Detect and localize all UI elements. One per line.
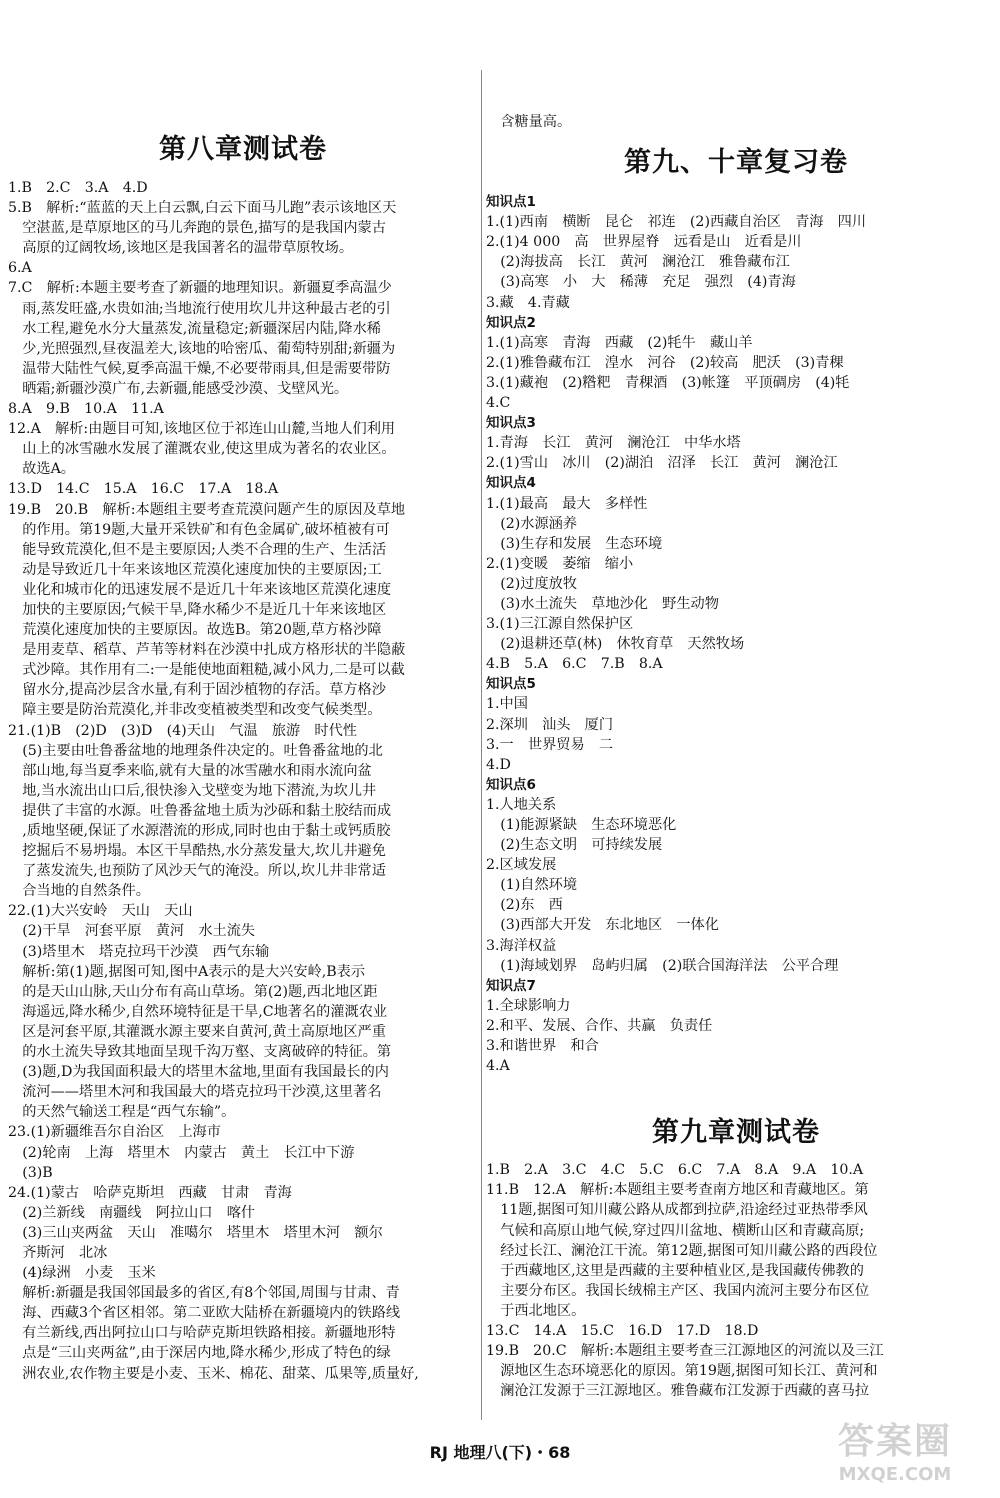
answer-line: 部山地,每当夏季来临,就有大量的冰雪融水和雨水流向盆	[8, 762, 372, 779]
continued-line: 含糖量高。	[486, 114, 572, 130]
knowledge-point-heading: 知识点6	[486, 776, 536, 793]
answer-line: (2)海拔高 长江 黄河 澜沧江 雅鲁藏布江	[486, 254, 790, 271]
answer-line: (3)生存和发展 生态环境	[486, 535, 663, 552]
answer-line: (2)退耕还草(林) 休牧育草 天然牧场	[486, 636, 745, 653]
answer-line: 于西北地区。	[486, 1302, 586, 1319]
answer-line: (1)能源紧缺 生态环境恶化	[486, 817, 677, 833]
answer-line: 是用麦草、稻草、芦苇等材料在沙漠中扎成方格形状的半隐蔽	[8, 642, 406, 659]
answer-line: 障主要是防治荒漠化,并非改变植被类型和改变气候类型。	[8, 702, 382, 719]
answer-line: (2)过度放牧	[486, 575, 578, 592]
chapter9-test-answers	[486, 1160, 986, 1401]
answer-line: (1)海域划界 岛屿归属 (2)联合国海洋法 公平合理	[486, 957, 839, 974]
answer-line: 1.B 2.A 3.C 4.C 5.C 6.C 7.A 8.A 9.A 10.A	[486, 1162, 864, 1179]
column-divider	[481, 70, 482, 1420]
answer-line: 合当地的自然条件。	[8, 883, 150, 900]
answer-line: 海、西藏3个省区相邻。第二亚欧大陆桥在新疆境内的铁路线	[8, 1305, 401, 1322]
answer-line: 晒霜;新疆沙漠广布,去新疆,能感受沙漠、戈壁风光。	[8, 380, 349, 397]
answer-line: 11题,据图可知川藏公路从成都到拉萨,沿途经过亚热带季风	[486, 1202, 868, 1219]
answer-line: 13.D 14.C 15.A 16.C 17.A 18.A	[8, 481, 279, 498]
answer-line: 2.(1)变暖 萎缩 缩小	[486, 555, 634, 572]
answer-line: (4)绿洲 小麦 玉米	[8, 1265, 156, 1282]
answer-line: 的天然气输送工程是“西气东输”。	[8, 1104, 236, 1121]
answer-line: 澜沧江发源于三江源地区。雅鲁藏布江发源于西藏的喜马拉	[486, 1383, 870, 1400]
chapter9-test-title: 第九章测试卷	[652, 1117, 820, 1149]
answer-line: 了蒸发流失,也预防了风沙天气的淹没。所以,坎儿井非常适	[8, 863, 386, 880]
answer-line: 加快的主要原因;气候干旱,降水稀少不是近几十年来该地区	[8, 601, 387, 618]
answer-line: 业化和城市化的迅速发展不是近几十年来该地区荒漠化速度	[8, 581, 392, 598]
answer-line: 的水土流失导致其地面呈现千沟万壑、支离破碎的特征。第	[8, 1044, 392, 1061]
answer-line: 高原的辽阔牧场,该地区是我国著名的温带草原牧场。	[8, 240, 354, 257]
answer-line: 雨,蒸发旺盛,水贵如油;当地流行使用坎儿井这种最古老的引	[8, 300, 391, 317]
answer-line: 7.C 解析:本题主要考查了新疆的地理知识。新疆夏季高温少	[8, 280, 392, 297]
knowledge-point-heading: 知识点1	[486, 194, 536, 211]
answer-line: 齐斯河 北冰	[8, 1244, 108, 1261]
answer-line: 温带大陆性气候,夏季高温干燥,不必要带雨具,但是需要带防	[8, 360, 391, 377]
answer-line: 3.一 世界贸易 二	[486, 736, 614, 753]
knowledge-point-heading: 知识点7	[486, 977, 536, 994]
answer-line: 挖掘后不易坍塌。本区干旱酷热,水分蒸发量大,坎儿井避免	[8, 843, 386, 860]
answer-line: 5.B 解析:“蓝蓝的天上白云飘,白云下面马儿跑”表示该地区天	[8, 200, 397, 217]
answer-line: (3)水土流失 草地沙化 野生动物	[486, 595, 719, 612]
answer-line: 11.B 12.A 解析:本题组主要考查南方地区和青藏地区。第	[486, 1182, 869, 1199]
answer-line: ,质地坚硬,保证了水源潜流的形成,同时也由于黏土或钙质胶	[8, 823, 391, 839]
answer-line: 24.(1)蒙古 哈萨克斯坦 西藏 甘肃 青海	[8, 1184, 292, 1201]
answer-line: 主要分布区。我国长绒棉主产区、我国内流河主要分布区位	[486, 1282, 870, 1299]
answer-line: 荒漠化速度加快的主要原因。故选B。第20题,草方格沙障	[8, 622, 382, 639]
answer-line: (3)B	[8, 1164, 53, 1181]
answer-line: 源地区生态环境恶化的原因。第19题,据图可知长江、黄河和	[486, 1363, 878, 1380]
answer-line: 海遥远,降水稀少,自然环境特征是干旱,C地著名的灌溉农业	[8, 1003, 388, 1020]
answer-line: 23.(1)新疆维吾尔自治区 上海市	[8, 1124, 221, 1141]
answer-line: 区是河套平原,其灌溉水源主要来自黄河,黄土高原地区严重	[8, 1023, 386, 1040]
answer-line: 水工程,避免水分大量蒸发,流量稳定;新疆深居内陆,降水稀	[8, 320, 381, 337]
answer-line: 山上的冰雪融水发展了灌溉农业,使这里成为著名的农业区。	[8, 441, 396, 458]
answer-line: 的是天山山脉,天山分布有高山草场。第(2)题,西北地区距	[8, 983, 378, 1000]
answer-line: 4.A	[486, 1058, 510, 1075]
answer-line: 3.(1)三江源自然保护区	[486, 616, 634, 633]
answer-line: 流河——塔里木河和我国最大的塔克拉玛干沙漠,这里著名	[8, 1084, 382, 1101]
knowledge-point-heading: 知识点2	[486, 314, 536, 331]
answer-line: 的作用。第19题,大量开采铁矿和有色金属矿,破坏植被有可	[8, 521, 390, 538]
answer-line: 3.藏 4.青藏	[486, 294, 570, 311]
answer-line: (2)轮南 上海 塔里木 内蒙古 黄土 长江中下游	[8, 1144, 355, 1161]
answer-line: 洲农业,农作物主要是小麦、玉米、棉花、甜菜、瓜果等,质量好,	[8, 1365, 419, 1382]
answer-line: (3)高寒 小 大 稀薄 充足 强烈 (4)青海	[486, 274, 796, 291]
knowledge-point-heading: 知识点5	[486, 676, 536, 693]
answer-line: 6.A	[8, 260, 32, 277]
answer-line: 1.(1)最高 最大 多样性	[486, 495, 648, 512]
answer-line: 4.C	[486, 395, 511, 412]
answer-line: 解析:新疆是我国邻国最多的省区,有8个邻国,周围与甘肃、青	[8, 1285, 400, 1302]
answer-line: 3.(1)藏袍 (2)糌粑 青稞酒 (3)帐篷 平顶碉房 (4)牦	[486, 374, 850, 391]
answer-line: 动是导致近几十年来该地区荒漠化速度加快的主要原因;工	[8, 561, 382, 578]
answer-line: 2.和平、发展、合作、共赢 负责任	[486, 1017, 713, 1034]
watermark-logo	[800, 1420, 990, 1490]
answer-line: 22.(1)大兴安岭 天山 天山	[8, 903, 193, 920]
answer-line: 少,光照强烈,昼夜温差大,该地的哈密瓜、葡萄特别甜;新疆为	[8, 340, 396, 357]
answer-line: 空湛蓝,是草原地区的马儿奔跑的景色,描写的是我国内蒙古	[8, 220, 386, 237]
answer-line: 点是“三山夹两盆”,由于深居内地,降水稀少,形成了特色的绿	[8, 1345, 391, 1362]
answer-line: 13.C 14.A 15.C 16.D 17.D 18.D	[486, 1322, 759, 1339]
answer-line: 21.(1)B (2)D (3)D (4)天山 气温 旅游 时代性	[8, 722, 357, 739]
chapter8-answers	[8, 178, 478, 1384]
answer-line: 2.(1)雪山 冰川 (2)湖泊 沼泽 长江 黄河 澜沧江	[486, 455, 838, 472]
watermark-sub: MXQE.COM	[838, 1464, 952, 1485]
knowledge-point-heading: 知识点3	[486, 415, 536, 432]
answer-line: (3)西部大开发 东北地区 一体化	[486, 917, 719, 934]
left-column	[8, 0, 478, 1384]
answer-line: 1.(1)高寒 青海 西藏 (2)牦牛 藏山羊	[486, 334, 753, 351]
answer-line: (3)三山夹两盆 天山 准噶尔 塔里木 塔里木河 额尔	[8, 1224, 383, 1241]
answer-line: 经过长江、澜沧江干流。第12题,据图可知川藏公路的西段位	[486, 1242, 878, 1259]
answer-line: 能导致荒漠化,但不是主要原因;人类不合理的生产、生活活	[8, 541, 387, 558]
answer-line: 1.全球影响力	[486, 997, 571, 1014]
page-footer: RJ 地理八(下)・68	[429, 1443, 571, 1462]
answer-line: (2)干旱 河套平原 黄河 水土流失	[8, 923, 256, 940]
answer-line: 留水分,提高沙层含水量,有利于固沙植物的存活。草方格沙	[8, 682, 386, 699]
answer-line: (3)塔里木 塔克拉玛干沙漠 西气东输	[8, 943, 270, 960]
answer-line: 1.(1)西南 横断 昆仑 祁连 (2)西藏自治区 青海 四川	[486, 214, 867, 231]
answer-line: 2.区域发展	[486, 857, 557, 874]
answer-line: 气候和高原山地气候,穿过四川盆地、横断山区和青藏高原;	[486, 1222, 865, 1239]
answer-line: 解析:第(1)题,据图可知,图中A表示的是大兴安岭,B表示	[8, 963, 366, 980]
answer-line: 1.中国	[486, 696, 528, 713]
chapter8-test-title: 第八章测试卷	[159, 134, 327, 165]
answer-line: 提供了丰富的水源。吐鲁番盆地土质为沙砾和黏土胶结而成	[8, 802, 392, 819]
answer-line: 12.A 解析:由题目可知,该地区位于祁连山山麓,当地人们利用	[8, 421, 396, 438]
answer-line: 故选A。	[8, 461, 75, 478]
answer-line: 19.B 20.B 解析:本题组主要考查荒漠问题产生的原因及草地	[8, 501, 406, 518]
answer-line: (2)水源涵养	[486, 515, 578, 532]
chapter9-10-review-title: 第九、十章复习卷	[624, 147, 848, 179]
answer-line: 有兰新线,西出阿拉山口与哈萨克斯坦铁路相接。新疆地形特	[8, 1325, 396, 1342]
answer-line: 2.(1)4 000 高 世界屋脊 远看是山 近看是川	[486, 234, 802, 251]
answer-line: (3)题,D为我国面积最大的塔里木盆地,里面有我国最长的内	[8, 1064, 389, 1081]
answer-line: 8.A 9.B 10.A 11.A	[8, 401, 164, 418]
answer-line: 于西藏地区,这里是西藏的主要种植业区,是我国藏传佛教的	[486, 1262, 864, 1279]
answer-line: (2)东 西	[486, 897, 563, 914]
chapter9-10-review-answers	[486, 192, 986, 1076]
answer-line: 19.B 20.C 解析:本题组主要考查三江源地区的河流以及三江	[486, 1343, 884, 1360]
answer-line: 4.D	[486, 756, 511, 773]
answer-line: 式沙障。其作用有二:一是能使地面粗糙,减小风力,二是可以截	[8, 662, 405, 679]
answer-line: (2)兰新线 南疆线 阿拉山口 喀什	[8, 1204, 256, 1221]
knowledge-point-heading: 知识点4	[486, 475, 536, 492]
right-column	[486, 0, 986, 1401]
answer-line: (2)生态文明 可持续发展	[486, 837, 663, 854]
answer-line: 3.和谐世界 和合	[486, 1038, 599, 1055]
answer-line: (5)主要由吐鲁番盆地的地理条件决定的。吐鲁番盆地的北	[8, 742, 383, 759]
answer-line: 2.(1)雅鲁藏布江 湟水 河谷 (2)较高 肥沃 (3)青稞	[486, 354, 844, 371]
answer-line: 1.B 2.C 3.A 4.D	[8, 180, 148, 196]
answer-line: 1.人地关系	[486, 796, 557, 813]
answer-line: 1.青海 长江 黄河 澜沧江 中华水塔	[486, 435, 741, 452]
answer-line: 3.海洋权益	[486, 937, 557, 954]
watermark-main: 答案圈	[837, 1421, 952, 1462]
answer-line: (1)自然环境	[486, 877, 578, 894]
answer-line: 4.B 5.A 6.C 7.B 8.A	[486, 656, 663, 673]
answer-line: 2.深圳 汕头 厦门	[486, 716, 614, 733]
answer-line: 地,当水流出山口后,很快渗入戈壁变为地下潜流,为坎儿井	[8, 782, 377, 799]
